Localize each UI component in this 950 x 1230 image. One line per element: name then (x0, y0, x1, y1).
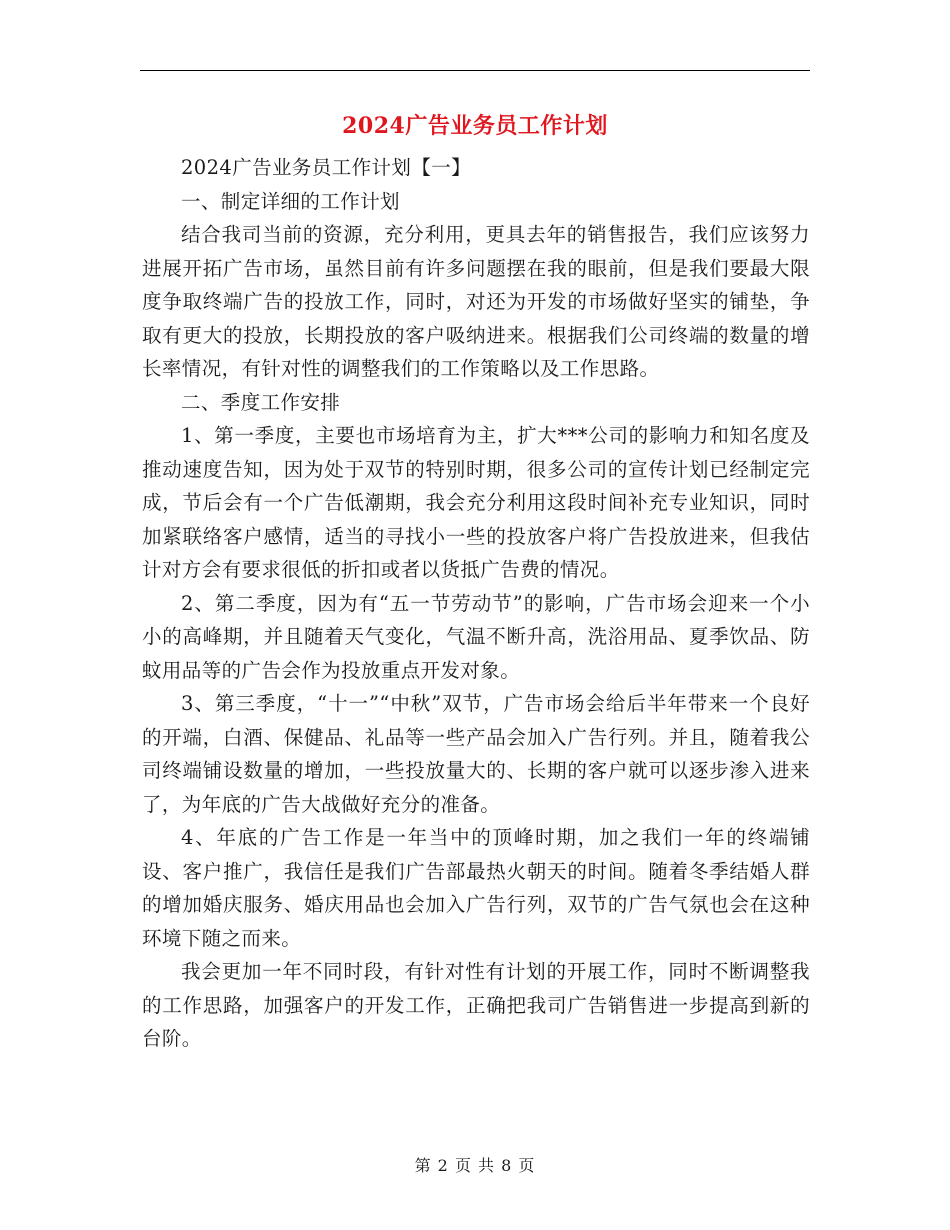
section-heading: 2024广告业务员工作计划【一】 (181, 156, 472, 179)
subsection-heading: 一、制定详细的工作计划 (181, 189, 400, 213)
footer-current-page: 2 (437, 1156, 449, 1175)
document-title: 2024广告业务员工作计划 (342, 113, 608, 139)
subsection-heading: 二、季度工作安排 (181, 390, 341, 414)
footer-suffix: 页 (518, 1156, 536, 1175)
footer-middle: 页 共 (454, 1156, 496, 1175)
footer-prefix: 第 (414, 1156, 432, 1175)
body-paragraph: 我会更加一年不同时段，有针对性有计划的开展工作，同时不断调整我的工作思路，加强客户的开发工作，正确把我司广告销售进一步提高到新的台阶。 (142, 960, 810, 1050)
body-paragraph: 结合我司当前的资源，充分利用，更具去年的销售报告，我们应该努力进展开拓广告市场，虽然目前有许多问题摆在我的眼前，但是我们要最大限度争取终端广告的投放工作，同时，对还为开发的市场做好坚实的铺垫，争取有更大的投放，长期投放的客户吸纳进来。根据我们公司终端的数量的增长率情况，有针对性的调整我们的工作策略以及工作思路。 (142, 223, 810, 380)
document-body (142, 151, 810, 1056)
body-paragraph: 1、第一季度，主要也市场培育为主，扩大***公司的影响力和知名度及推动速度告知，因为处于双节的特别时期，很多公司的宣传计划已经制定完成，节后会有一个广告低潮期，我会充分利用这段时间补充专业知识，同时加紧联络客户感情，适当的寻找小一些的投放客户将广告投放进来，但我估计对方会有要求很低的折扣或者以货抵广告费的情况。 (142, 424, 810, 581)
body-paragraph: 4、年底的广告工作是一年当中的顶峰时期，加之我们一年的终端铺设、客户推广，我信任是我们广告部最热火朝天的时间。随着冬季结婚人群的增加婚庆服务、婚庆用品也会加入广告行列，双节的广告气氛也会在这种环境下随之而来。 (142, 826, 810, 950)
body-paragraph: 2、第二季度，因为有“五一节劳动节”的影响，广告市场会迎来一个小小的高峰期，并且随着天气变化，气温不断升高，洗浴用品、夏季饮品、防蚊用品等的广告会作为投放重点开发对象。 (142, 591, 810, 682)
header-rule (140, 70, 810, 71)
footer-total-pages: 8 (501, 1156, 513, 1175)
page-footer (0, 1153, 950, 1176)
body-paragraph: 3、第三季度，“十一”“中秋”双节，广告市场会给后半年带来一个良好的开端，白酒、保健品、礼品等一些产品会加入广告行列。并且，随着我公司终端铺设数量的增加，一些投放量大的、长期的客户就可以逐步渗入进来了，为年底的广告大战做好充分的准备。 (142, 692, 810, 816)
